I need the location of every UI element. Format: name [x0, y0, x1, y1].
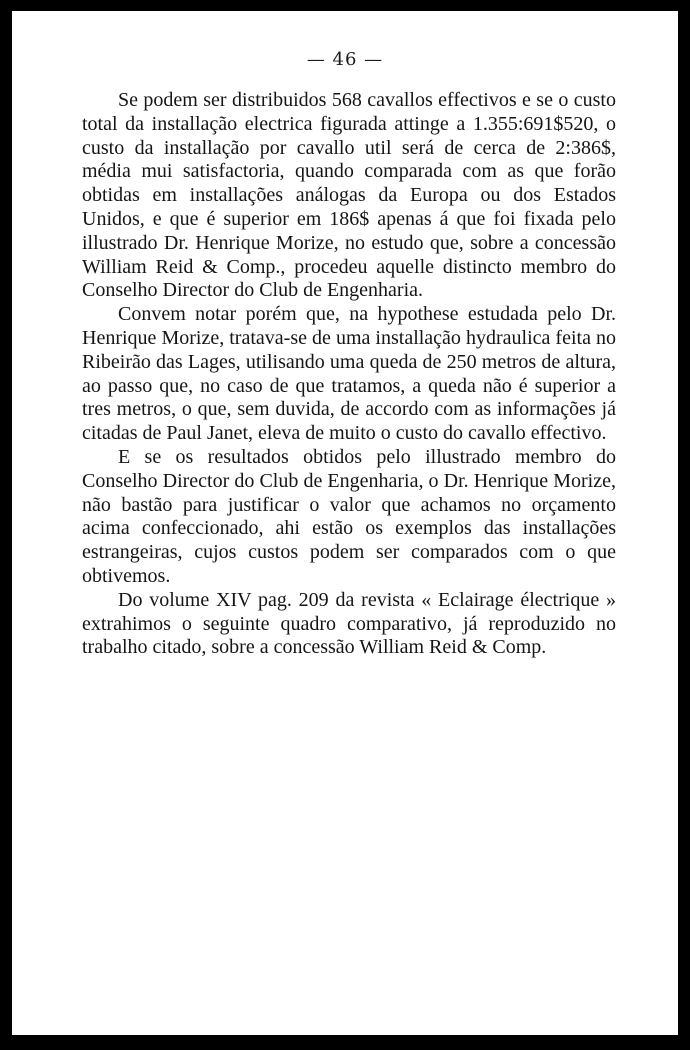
paragraph-4: Do volume XIV pag. 209 da revista « Eclairage électrique » extrahimos o seguinte quadro comparativo, já reproduzido no trabalho citado, sobre a concessão William Reid & Comp. — [82, 588, 616, 659]
paragraph-1: Se podem ser distribuidos 568 cavallos effectivos e se o custo total da installação electrica figurada attinge a 1.355:691$520, o custo da installação por cavallo util será de cerca de 2:386$, média mui satisfactoria, quando comparada com as que forão obtidas em installações análogas da Europa ou dos Estados Unidos, e que é superior em 186$ apenas á que foi fixada pelo illustrado Dr. Henrique Morize, no estudo que, sobre a concessão William Reid & Comp., procedeu aquelle distincto membro do Conselho Director do Club de Engenharia. — [82, 89, 616, 302]
body-text — [82, 89, 616, 660]
document-page — [12, 11, 678, 1035]
paragraph-2: Convem notar porém que, na hypothese estudada pelo Dr. Henrique Morize, tratava-se de uma installação hydraulica feita no Ribeirão das Lages, utilisando uma queda de 250 metros de altura, ao passo que, no caso de que tratamos, a queda não é superior a tres metros, o que, sem duvida, de accordo com as informações já citadas de Paul Janet, eleva de muito o custo do cavallo effectivo. — [82, 303, 616, 445]
paragraph-3: E se os resultados obtidos pelo illustrado membro do Conselho Director do Club de Engenharia, o Dr. Henrique Morize, não bastão para justificar o valor que achamos no orçamento acima confeccionado, ahi estão os exemplos das installações estrangeiras, cujos custos podem ser comparados com o que obtivemos. — [82, 445, 616, 587]
page-number: — 46 — — [306, 49, 384, 70]
